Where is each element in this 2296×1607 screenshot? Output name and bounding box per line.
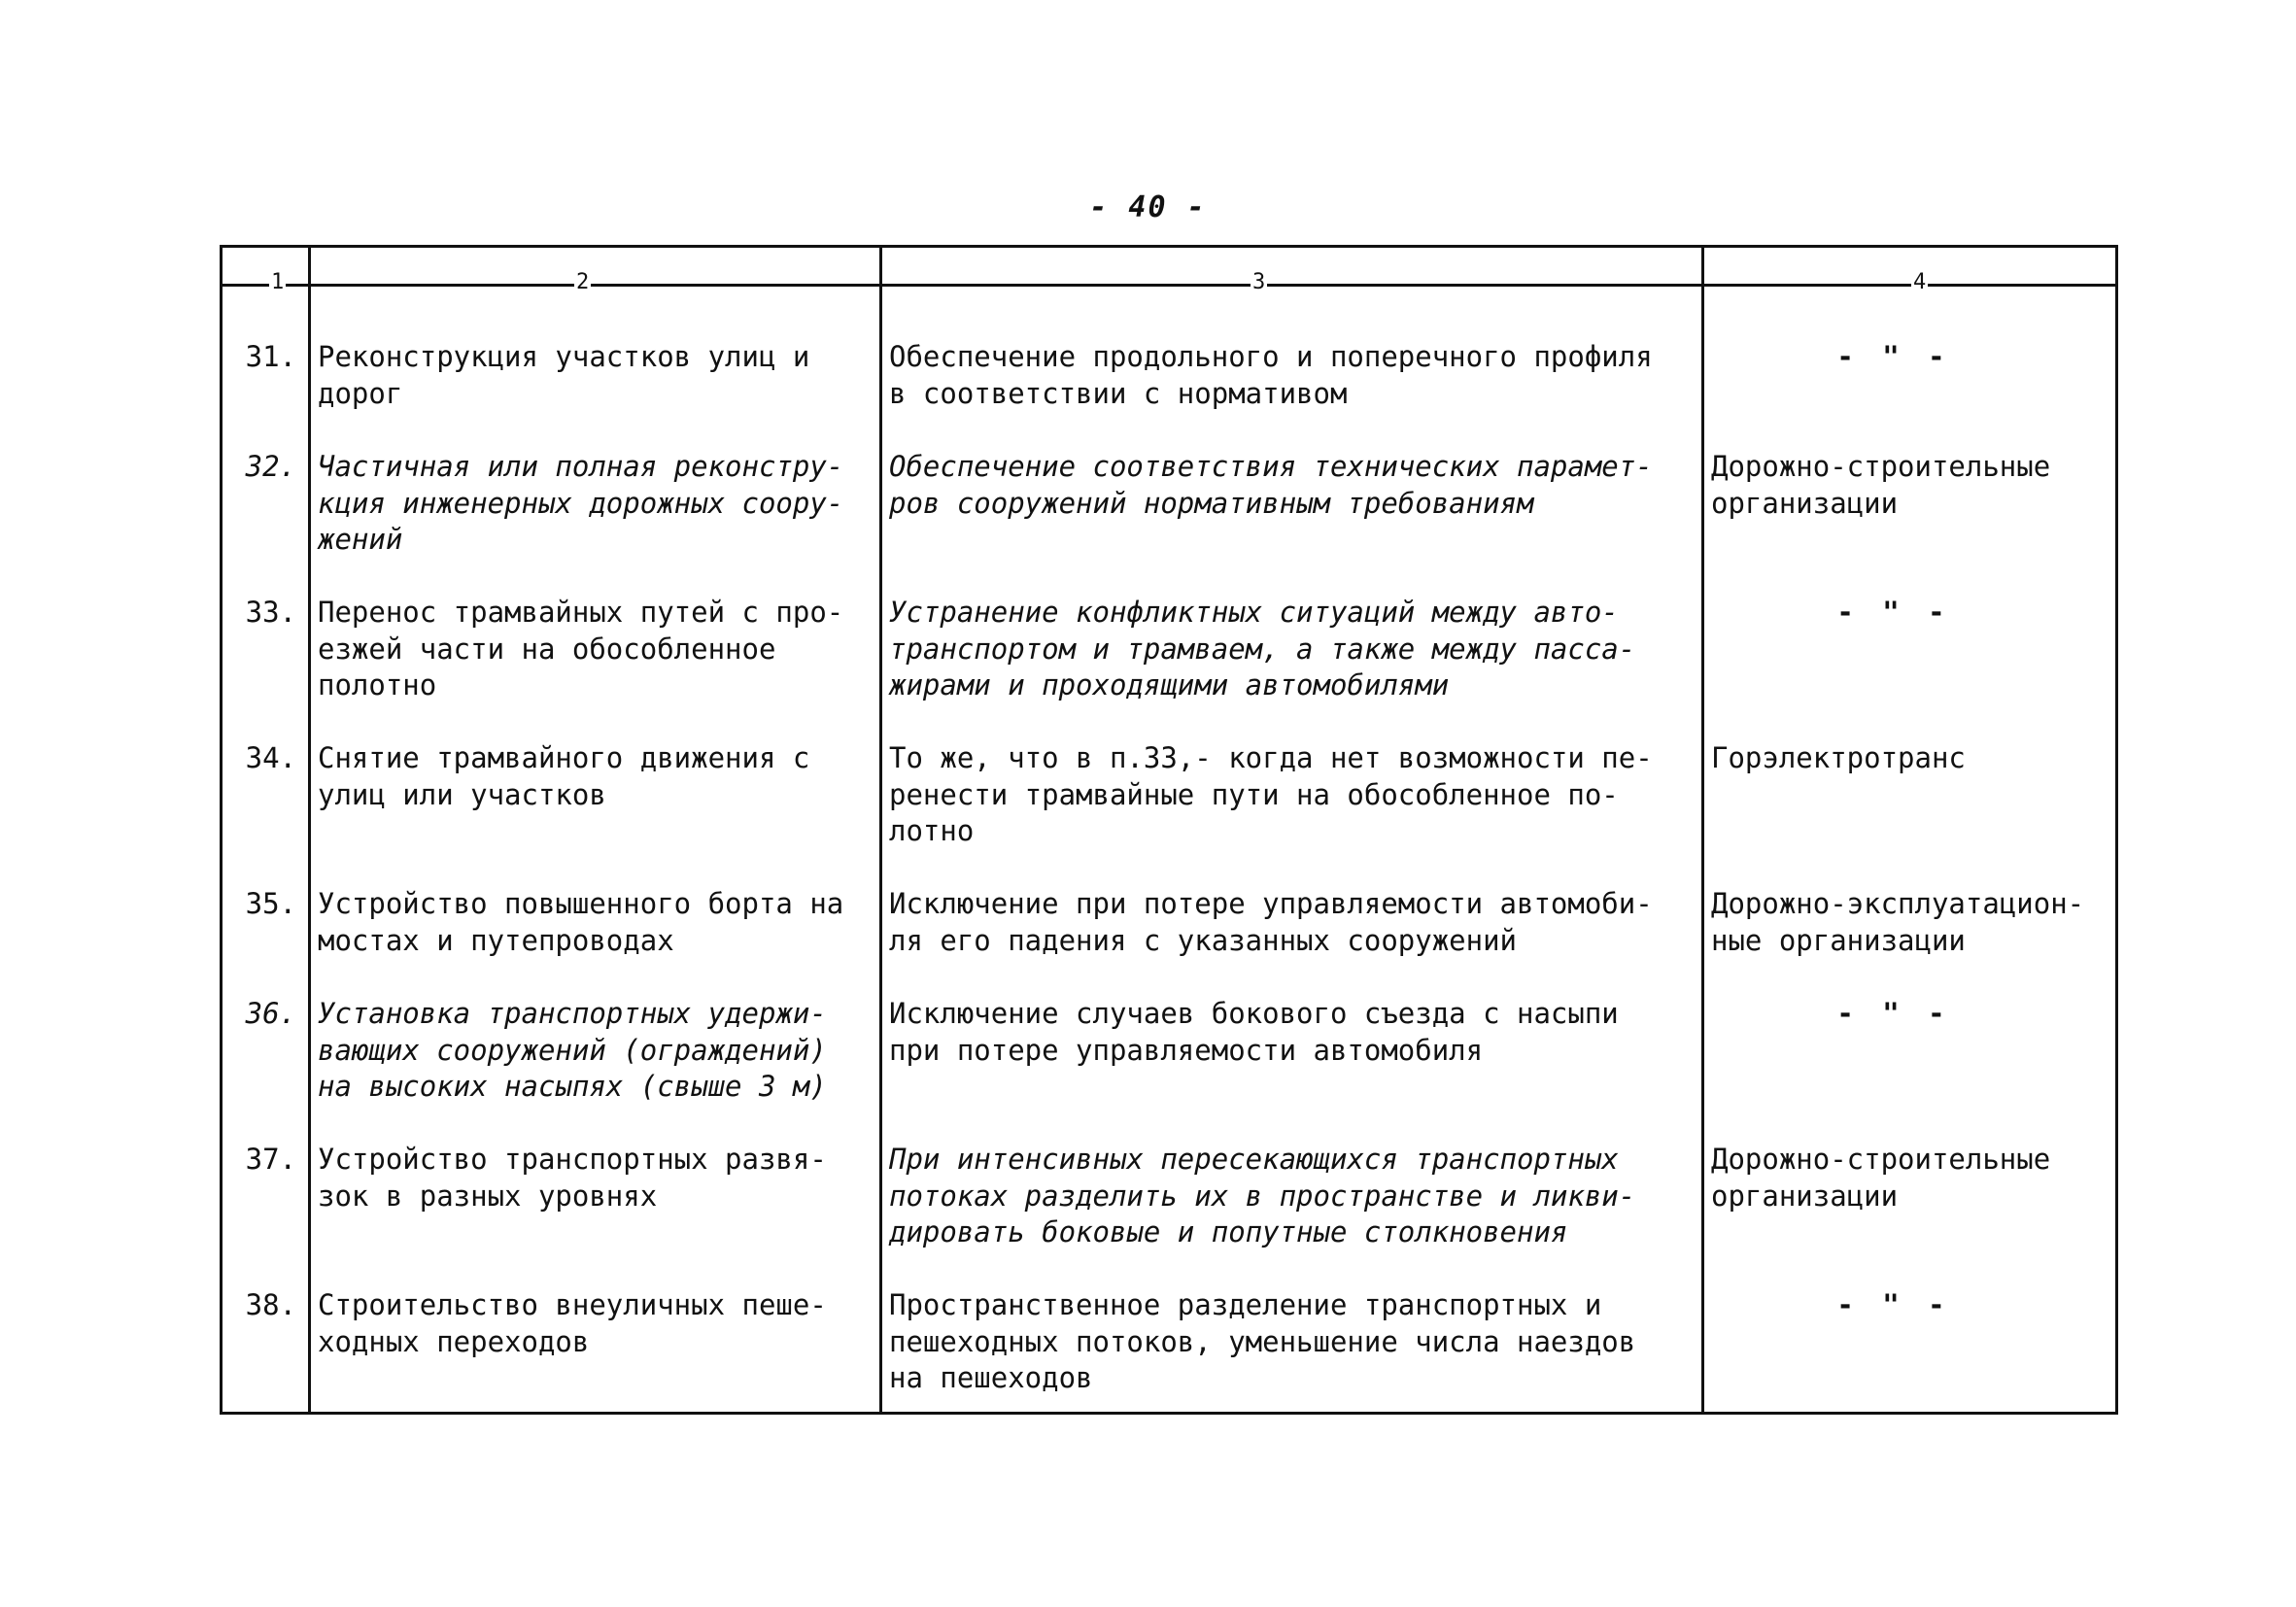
purpose-cell: Исключение случаев бокового съезда с насыпи при потере управляемости автомобиля <box>889 997 1619 1067</box>
executor-cell: - " - <box>1836 340 1951 373</box>
executor-cell: Дорожно-строительные организации <box>1711 450 2051 520</box>
measure-cell: Устройство повышенного борта на мостах и путепроводах <box>318 887 844 957</box>
executor-cell: - " - <box>1836 1288 1951 1321</box>
row-number: 35. <box>245 887 296 920</box>
row-number: 33. <box>245 596 296 629</box>
row-number: 37. <box>245 1143 296 1176</box>
measure-cell: Реконструкция участков улиц и дорог <box>318 340 810 410</box>
measure-cell: Установка транспортных удержи- вающих сооружений (ограждений) на высоких насыпях (свыше 3 м) <box>318 997 827 1103</box>
row-number: 31. <box>245 340 296 373</box>
executor-cell: - " - <box>1836 997 1951 1030</box>
purpose-cell: Пространственное разделение транспортных и пешеходных потоков, уменьшение числа наездов на пешеходов <box>889 1288 1636 1394</box>
executor-cell: Дорожно-строительные организации <box>1711 1143 2051 1213</box>
purpose-cell: При интенсивных пересекающихся транспортных потоках разделить их в пространстве и ликви- дировать боковые и попутные столкновения <box>889 1143 1636 1248</box>
column-divider-2 <box>879 248 882 1412</box>
row-number: 34. <box>245 741 296 774</box>
purpose-cell: Устранение конфликтных ситуаций между авто- транспортом и трамваем, а также между пасса- жирами и проходящими автомобилями <box>889 596 1636 701</box>
header-col-2: 2 <box>576 270 590 294</box>
header-rule <box>223 284 2115 287</box>
executor-cell: Дорожно-эксплуатацион- ные организации <box>1711 887 2085 957</box>
executor-cell: Горэлектротранс <box>1711 741 1966 774</box>
row-number: 36. <box>245 997 296 1030</box>
purpose-cell: То же, что в п.33,- когда нет возможности пе- ренести трамвайные пути на обособленное по- лотно <box>889 741 1653 847</box>
row-number: 38. <box>245 1288 296 1321</box>
row-number: 32. <box>245 450 296 483</box>
column-divider-1 <box>308 248 311 1412</box>
measures-table <box>220 245 2118 1415</box>
column-divider-3 <box>1701 248 1704 1412</box>
purpose-cell: Обеспечение продольного и поперечного профиля в соответствии с нормативом <box>889 340 1653 410</box>
measure-cell: Строительство внеуличных пеше- ходных переходов <box>318 1288 827 1358</box>
measure-cell: Устройство транспортных развя- зок в разных уровнях <box>318 1143 827 1213</box>
measure-cell: Частичная или полная реконстру- кция инженерных дорожных соору- жений <box>318 450 844 556</box>
header-col-4: 4 <box>1913 270 1927 294</box>
header-col-3: 3 <box>1252 270 1266 294</box>
page-number: - 40 - <box>1089 190 1207 224</box>
purpose-cell: Исключение при потере управляемости автомоби- ля его падения с указанных сооружений <box>889 887 1653 957</box>
measure-cell: Снятие трамвайного движения с улиц или участков <box>318 741 810 811</box>
header-col-1: 1 <box>271 270 285 294</box>
executor-cell: - " - <box>1836 596 1951 629</box>
measure-cell: Перенос трамвайных путей с про- езжей части на обособленное полотно <box>318 596 844 701</box>
purpose-cell: Обеспечение соответствия технических парамет- ров сооружений нормативным требованиям <box>889 450 1653 520</box>
